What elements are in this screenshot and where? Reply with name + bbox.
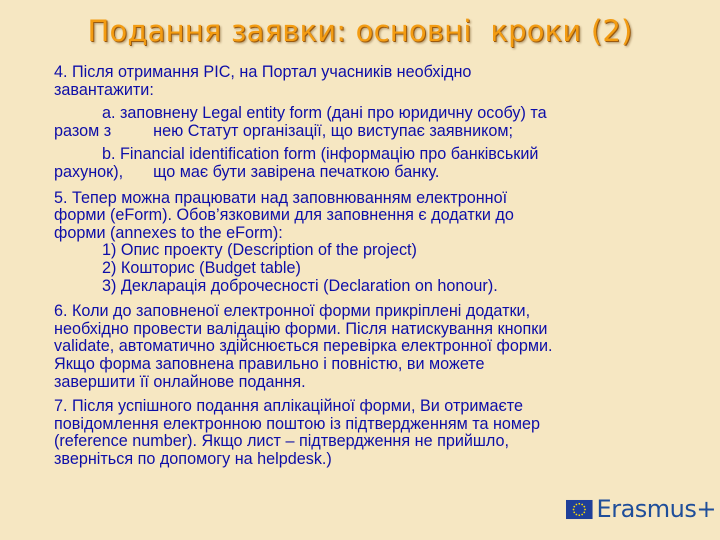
- step-4-a-line-2: [54, 123, 694, 141]
- step-4: [54, 64, 694, 182]
- annex-item-2: 2) Кошторис (Budget table): [102, 258, 301, 277]
- slide-title: Подання заявки: основні кроки (2): [87, 14, 633, 48]
- annex-item-3: 3) Декларація доброчесності (Declaration on honour).: [102, 276, 498, 295]
- step-7-line-2: повідомлення електронною поштою із підтвердженням та номер: [54, 414, 541, 433]
- eu-flag-icon: [566, 493, 593, 526]
- slide-body: [54, 64, 694, 468]
- step-4-a-line-2-pre: разом з: [54, 121, 112, 140]
- step-6-line-4: Якщо форма заповнена правильно і повністю, ви можете: [54, 354, 485, 373]
- step-4-b-line-2-post: що має бути завірена печаткою банку.: [153, 162, 440, 181]
- step-7-line-3: (reference number). Якщо лист – підтвердження не прийшло,: [54, 432, 510, 451]
- erasmus-wordmark: Erasmus+: [596, 495, 716, 523]
- step-5-line-2: форми (eForm). Обов’язковими для заповнення є додатки до: [54, 206, 514, 225]
- step-4-b-line-2: [54, 164, 694, 182]
- step-7-line-1: 7. Після успішного подання аплікаційної форми, Ви отримаєте: [54, 397, 524, 416]
- step-6-line-3: validate, автоматично здійснюється перевірка електронної форми.: [54, 337, 553, 356]
- step-6: [54, 303, 694, 391]
- step-5: [54, 190, 694, 296]
- step-4-a-line-1: а. заповнену Legal entity form (дані про юридичну особу) та: [102, 104, 547, 123]
- step-5-line-1: 5. Тепер можна працювати над заповнюванням електронної: [54, 188, 508, 207]
- step-6-line-2: необхідно провести валідацію форми. Після натискування кнопки: [54, 319, 548, 338]
- step-6-line-1: 6. Коли до заповненої електронної форми прикріплені додатки,: [54, 302, 531, 321]
- erasmus-logo: [566, 487, 716, 531]
- step-4-line-2: завантажити:: [54, 80, 154, 99]
- step-4-a-line-2-post: нею Статут організації, що виступає заявником;: [153, 121, 514, 140]
- step-4-b-line-1: b. Financial identification form (інформацію про банківський: [102, 145, 539, 164]
- step-7-line-4: зверніться по допомогу на helpdesk.): [54, 449, 332, 468]
- step-4-line-1: 4. Після отримання PIC, на Портал учасників необхідно: [54, 63, 472, 81]
- annex-item-1: 1) Опис проекту (Description of the project): [102, 241, 417, 260]
- step-7: [54, 398, 694, 468]
- step-4-b-line-2-pre: рахунок),: [54, 162, 124, 181]
- step-6-line-5: завершити її онлайнове подання.: [54, 372, 306, 391]
- step-5-line-3: форми (annexes to the eForm):: [54, 223, 283, 242]
